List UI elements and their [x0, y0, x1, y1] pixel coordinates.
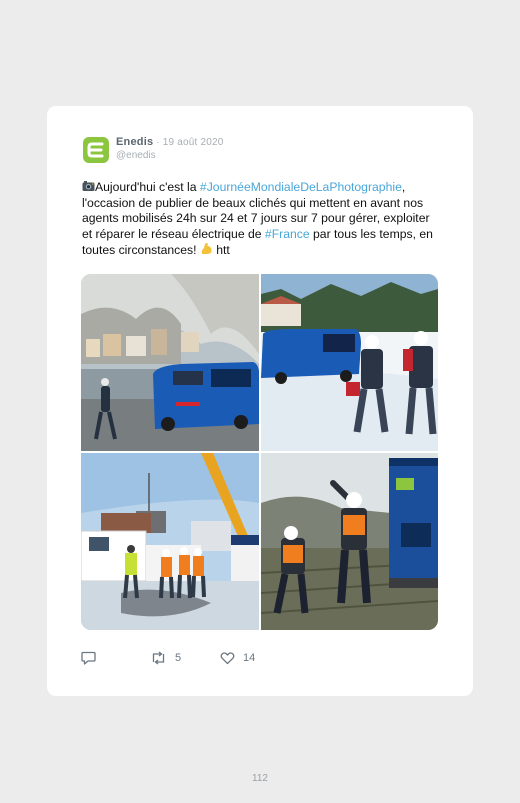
heart-icon[interactable] — [220, 651, 235, 665]
camera-emoji-icon — [82, 180, 95, 196]
post-text-part[interactable]: htt — [212, 242, 230, 257]
author-handle[interactable]: @enedis — [116, 150, 156, 161]
like-action[interactable] — [220, 651, 255, 665]
flexed-biceps-emoji-icon — [200, 242, 213, 259]
post-text — [82, 180, 442, 259]
author-line — [116, 136, 224, 148]
photo-agents-pointing-truck[interactable] — [261, 453, 438, 630]
tweet-actions — [81, 651, 381, 669]
hashtag-link[interactable]: #France — [264, 226, 310, 241]
author-name[interactable]: Enedis — [116, 136, 154, 148]
photo-grid — [81, 274, 438, 630]
retweet-icon[interactable] — [150, 651, 167, 665]
enedis-logo[interactable] — [83, 137, 109, 163]
post-text-part: Aujourd'hui c'est la — [95, 180, 200, 194]
post-date[interactable]: · 19 août 2020 — [153, 137, 224, 148]
tweet-card — [47, 106, 473, 696]
reply-action[interactable] — [81, 651, 104, 665]
photo-crane-truck[interactable] — [81, 453, 259, 630]
like-count: 14 — [243, 652, 256, 664]
retweet-action[interactable] — [150, 651, 181, 665]
page-number: 112 — [252, 773, 268, 784]
post-text-part: par tous les temps, en toutes circonstances! — [82, 226, 433, 257]
hashtag-link[interactable]: #JournéeMondialeDeLaPhotographie — [199, 180, 402, 194]
reply-icon[interactable] — [81, 651, 96, 665]
retweet-count: 5 — [175, 652, 182, 664]
post-text-part: , l'occasion de publier de beaux clichés qui mettent en avant nos agents mobilisés 24h sur 24 et 7 jours sur 7 pour gérer, exploiter et réparer le réseau électrique de — [82, 180, 430, 241]
photo-agents-snow-van[interactable] — [261, 274, 438, 451]
photo-van-coastal-village[interactable] — [81, 274, 259, 451]
